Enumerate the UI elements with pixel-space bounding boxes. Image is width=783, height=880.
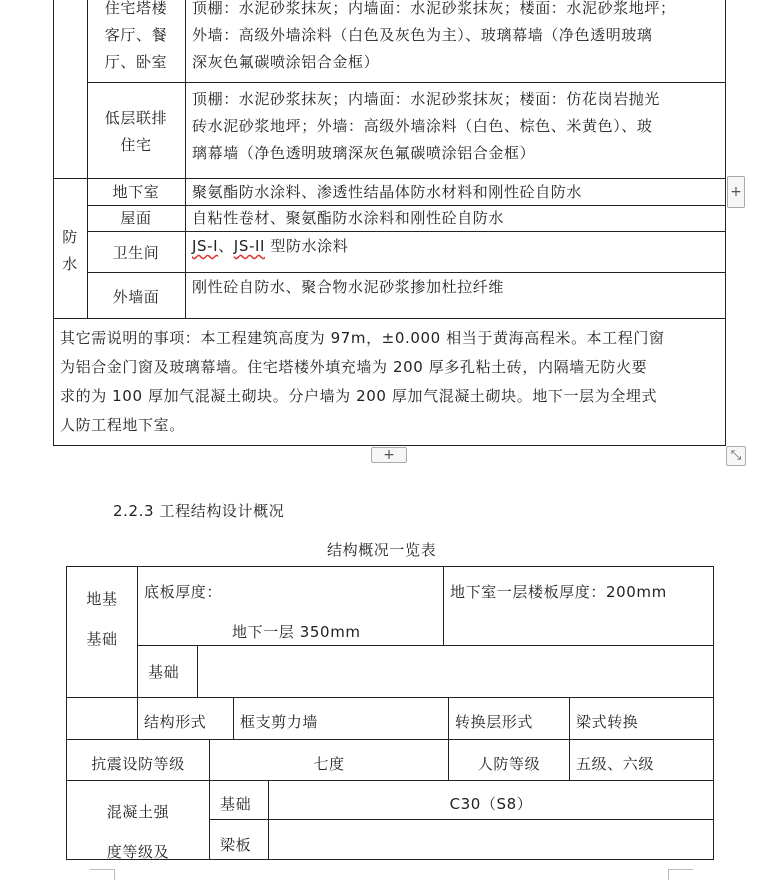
page-corner-mark-left [90, 869, 115, 880]
section-heading: 2.2.3 工程结构设计概况 [113, 502, 285, 520]
transfer-floor-value: 梁式转换 [576, 713, 639, 731]
concrete-foundation-label: 基础 [220, 795, 252, 813]
transfer-floor-label: 转换层形式 [455, 713, 534, 731]
lowrise-label: 低层联排 住宅 [104, 109, 168, 154]
residential-tower-label: 住宅塔楼 客厅、餐 厅、卧室 [104, 0, 168, 71]
b1-floor-slab: 地下室一层楼板厚度：200mm [450, 583, 667, 601]
foundation-label: 地基 基础 [86, 590, 118, 648]
civil-defense-label: 人防等级 [477, 755, 541, 773]
other-notes: 其它需说明的事项：本工程建筑高度为 97m，±0.000 相当于黄海高程米。本工程门窗 为铝合金门窗及玻璃幕墙。住宅塔楼外填充墙为 200 厚多孔粘土砖，内隔墙无防火要 求的为 100 厚加气混凝土砌块。分户墙为 200 厚加气混凝土砌块。地下一层为全埋式 人防工程地下室。 [60, 329, 665, 434]
foundation-sub-label: 基础 [148, 663, 180, 681]
residential-tower-finishes: 顶棚：水泥砂浆抹灰；内墙面：水泥砂浆抹灰；楼面：水泥砂浆地坪； 外墙：高级外墙涂料（白色及灰色为主）、玻璃幕墙（净色透明玻璃 深灰色氟碳喷涂铝合金框） [192, 0, 676, 71]
waterproof-roof-label: 屋面 [120, 209, 152, 227]
waterproof-exterior-text: 刚性砼自防水、聚合物水泥砂浆掺加杜拉纤维 [192, 278, 505, 296]
add-column-button[interactable]: + [727, 176, 745, 208]
seismic-label: 抗震设防等级 [91, 755, 185, 773]
structure-form-label: 结构形式 [144, 713, 207, 731]
waterproof-bathroom-text: JS-I、JS-II 型防水涂料 [192, 237, 349, 255]
table-resize-handle-icon[interactable]: ⤡ [726, 446, 746, 466]
page-corner-mark-right [668, 869, 693, 880]
add-row-button[interactable]: + [371, 447, 407, 463]
slab-thickness-value: 地下一层 350mm [232, 623, 361, 641]
waterproof-roof-text: 自粘性卷材、聚氨酯防水涂料和刚性砼自防水 [192, 209, 505, 227]
lowrise-finishes: 顶棚：水泥砂浆抹灰；内墙面：水泥砂浆抹灰；楼面：仿花岗岩抛光 砖水泥砂浆地坪；外墙：高级外墙涂料（白色、棕色、米黄色）、玻 璃幕墙（净色透明玻璃深灰色氟碳喷涂铝合金框） [192, 90, 661, 162]
table-caption: 结构概况一览表 [327, 541, 437, 559]
concrete-beam-slab-label: 梁板 [220, 836, 252, 854]
concrete-grade-label: 混凝土强 度等级及 [106, 803, 170, 861]
seismic-value: 七度 [313, 755, 345, 773]
structure-form-value: 框支剪力墙 [240, 713, 319, 731]
waterproof-label: 防 水 [62, 228, 78, 273]
civil-defense-value: 五级、六级 [576, 755, 655, 773]
waterproof-basement-label: 地下室 [112, 183, 160, 201]
slab-thickness-label: 底板厚度： [144, 583, 223, 601]
waterproof-exterior-label: 外墙面 [112, 288, 160, 306]
waterproof-bathroom-label: 卫生间 [112, 244, 160, 262]
concrete-foundation-value: C30（S8） [449, 795, 533, 813]
waterproof-basement-text: 聚氨酯防水涂料、渗透性结晶体防水材料和刚性砼自防水 [192, 183, 583, 201]
